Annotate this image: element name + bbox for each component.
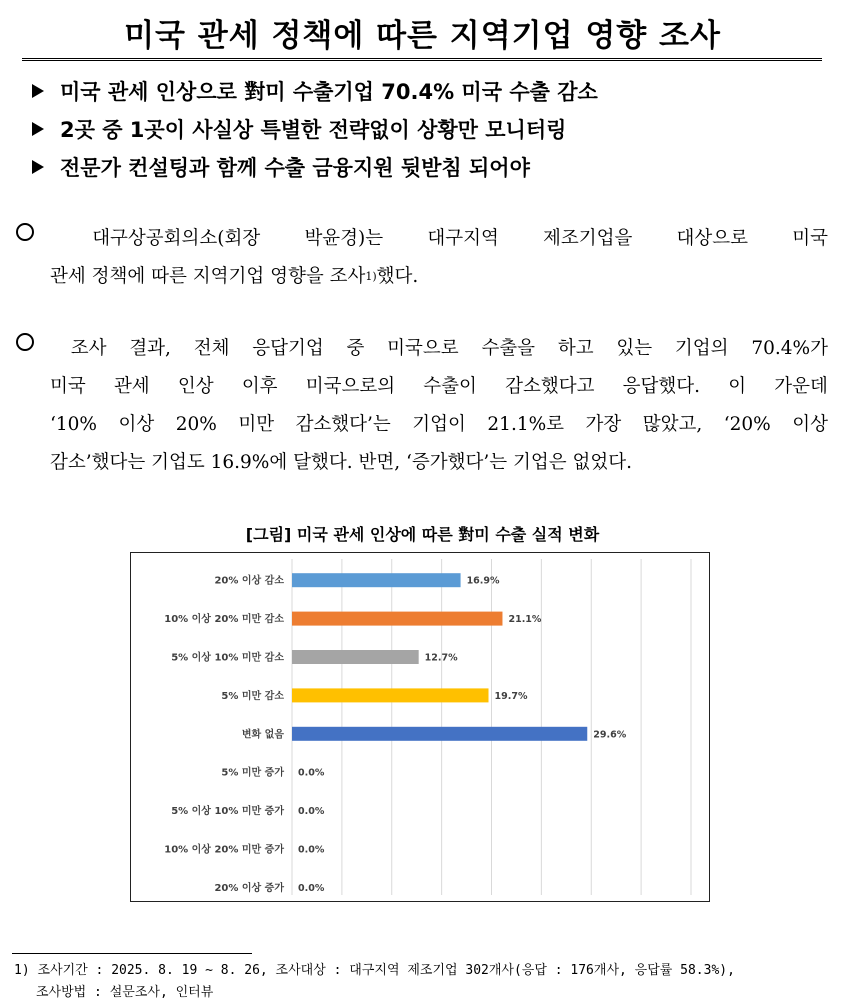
word: 가장 — [585, 414, 622, 435]
data-label: 12.7% — [424, 652, 458, 664]
bar — [292, 650, 419, 664]
word: 대구상공회의소(회장 — [92, 228, 261, 249]
word: 수출을 — [481, 338, 536, 359]
highlight-text: 미국 관세 인상으로 對미 수출기업 70.4% 미국 수출 감소 — [60, 80, 598, 104]
word: 조사 — [70, 338, 107, 359]
footnote-divider — [12, 953, 252, 954]
circle-bullet-icon — [16, 333, 34, 351]
data-label: 29.6% — [593, 729, 627, 741]
word: 20% — [175, 414, 217, 435]
word: 이후 — [241, 376, 278, 397]
circle-bullet-icon — [16, 223, 34, 241]
category-label: 5% 이상 10% 미만 감소 — [171, 652, 284, 664]
word: 있는 — [616, 338, 653, 359]
paragraph-intro — [16, 220, 828, 296]
footnote-ref[interactable]: 1) — [365, 270, 377, 283]
data-label: 0.0% — [298, 767, 325, 779]
word: 중 — [346, 338, 365, 359]
paragraph-line — [16, 330, 828, 368]
highlight-text: 2곳 중 1곳이 사실상 특별한 전략없이 상황만 모니터링 — [60, 118, 567, 142]
word: 이 — [728, 376, 747, 397]
word: 21.1%로 — [487, 414, 565, 435]
paragraph-line — [16, 368, 828, 406]
category-label: 5% 미만 증가 — [221, 767, 284, 779]
triangle-bullet-icon — [32, 160, 44, 174]
bar — [292, 688, 489, 702]
footnote-line: 1) 조사기간 : 2025. 8. 19 ~ 8. 26, 조사대상 : 대구지역 제조기업 302개사(응답 : 176개사, 응답률 58.3%), — [14, 963, 735, 978]
highlight-item — [30, 148, 820, 186]
bar-chart — [130, 552, 710, 902]
paragraph-line — [16, 444, 828, 482]
word: 이상 — [118, 414, 155, 435]
word: 대상으로 — [676, 228, 749, 249]
figure-title: [그림] 미국 관세 인상에 따른 對미 수출 실적 변화 — [245, 525, 600, 544]
word: 미국으로의 — [305, 376, 396, 397]
title-divider — [22, 58, 822, 61]
page-title: 미국 관세 정책에 따른 지역기업 영향 조사 — [124, 18, 721, 54]
bar-chart-svg — [131, 553, 709, 901]
paragraph-text: 감소’했다는 기업도 16.9%에 달했다. 반면, ‘증가했다’는 기업은 없었다. — [50, 452, 632, 473]
data-label: 0.0% — [298, 882, 325, 894]
data-label: 21.1% — [508, 614, 542, 626]
word: 응답기업 — [252, 338, 324, 359]
triangle-bullet-icon — [32, 84, 44, 98]
word: 대구지역 — [427, 228, 499, 249]
word: 미국 — [792, 228, 828, 249]
category-label: 10% 이상 20% 미만 감소 — [164, 614, 284, 626]
word: 인상 — [177, 376, 214, 397]
word: 감소했다고 — [505, 376, 595, 397]
category-label: 20% 이상 증가 — [214, 882, 284, 894]
data-label: 16.9% — [466, 575, 500, 587]
word: 제조기업을 — [543, 228, 633, 249]
paragraph-line — [16, 220, 828, 258]
word: 가운데 — [774, 376, 828, 397]
highlights-list — [30, 72, 820, 186]
data-label: 0.0% — [298, 844, 325, 856]
highlight-item — [30, 110, 820, 148]
word: 관세 — [113, 376, 150, 397]
triangle-bullet-icon — [32, 122, 44, 136]
footnote-line: 조사방법 : 설문조사, 인터뷰 — [36, 985, 214, 1000]
paragraph-results — [16, 330, 828, 482]
bar — [292, 727, 587, 741]
paragraph-text: 관세 정책에 따른 지역기업 영향을 조사 — [50, 266, 366, 287]
category-label: 10% 이상 20% 미만 증가 — [164, 844, 284, 856]
data-label: 0.0% — [298, 806, 325, 818]
word: 기업의 — [674, 338, 729, 359]
category-label: 20% 이상 감소 — [214, 575, 284, 587]
category-label: 변화 없음 — [241, 729, 284, 741]
footnote — [14, 960, 834, 1004]
word: 전체 — [193, 338, 230, 359]
bar — [292, 573, 461, 587]
data-label: 19.7% — [494, 690, 528, 702]
word: 미국 — [50, 376, 86, 397]
word: 기업이 — [412, 414, 466, 435]
word: 70.4%가 — [751, 338, 828, 359]
paragraph-text: 했다. — [376, 266, 419, 287]
paragraph-line — [16, 258, 828, 296]
highlight-item — [30, 72, 820, 110]
highlight-text: 전문가 컨설팅과 함께 수출 금융지원 뒷받침 되어야 — [60, 156, 530, 180]
word: 많았고, — [642, 414, 703, 435]
word: 미만 — [238, 414, 275, 435]
word: 하고 — [557, 338, 594, 359]
word: 결과, — [129, 338, 171, 359]
word: 이상 — [792, 414, 828, 435]
word: 미국으로 — [387, 338, 459, 359]
word: 수출이 — [423, 376, 477, 397]
bar — [292, 612, 502, 626]
word: ‘20% — [723, 414, 771, 435]
word: 응답했다. — [622, 376, 701, 397]
word: 박윤경)는 — [304, 228, 384, 249]
category-label: 5% 미만 감소 — [221, 690, 284, 702]
word: 감소했다’는 — [295, 414, 391, 435]
category-label: 5% 이상 10% 미만 증가 — [171, 806, 284, 818]
paragraph-line — [16, 406, 828, 444]
word: ‘10% — [50, 414, 97, 435]
